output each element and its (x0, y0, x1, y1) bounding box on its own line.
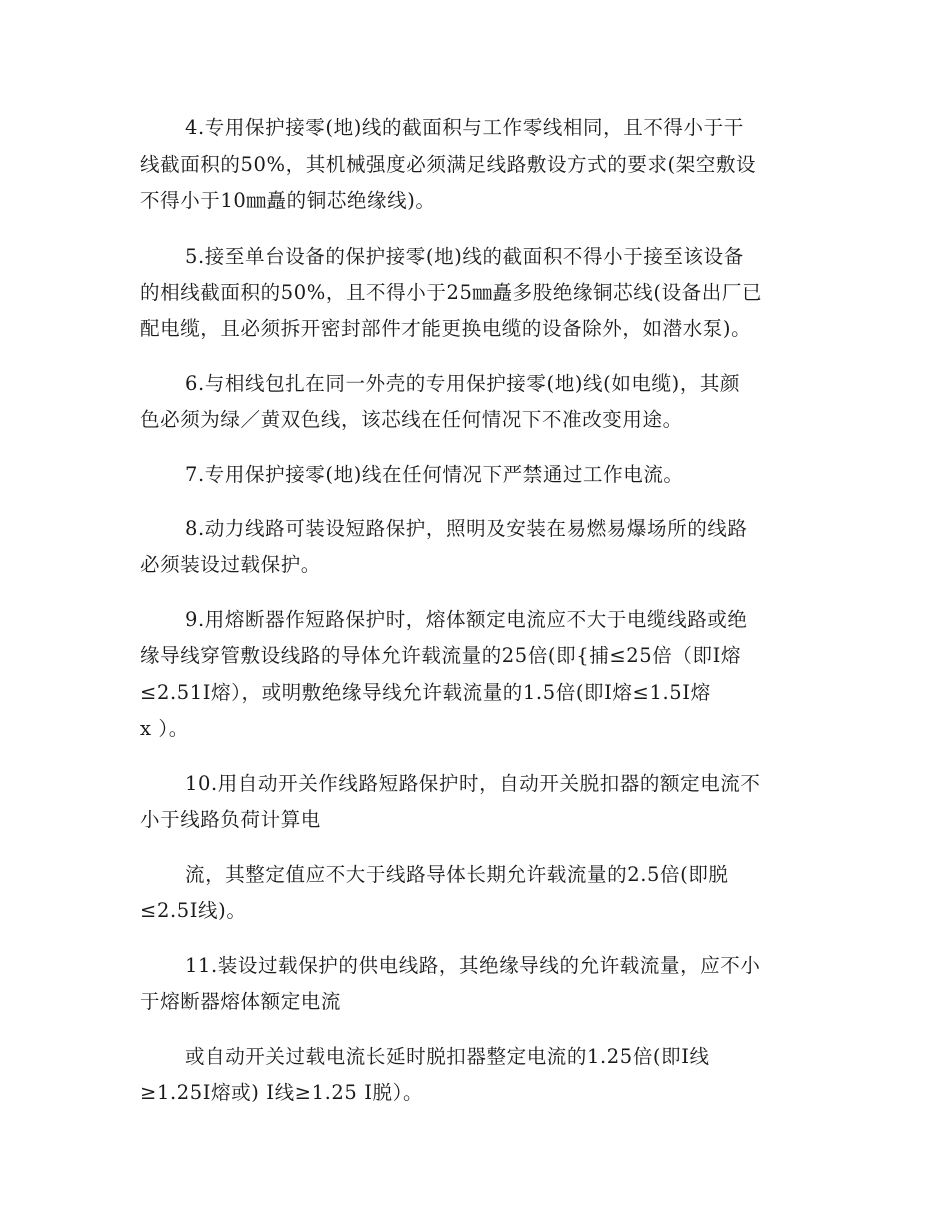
text-line: 流，其整定值应不大于线路导体长期允许载流量的2.5倍(即脱 (185, 863, 729, 886)
text-line: 9.用熔断器作短路保护时，熔体额定电流应不大于电缆线路或绝 (185, 608, 748, 631)
text-line: 线截面积的50%，其机械强度必须满足线路敷设方式的要求(架空敷设 (140, 153, 757, 176)
text-line: ≥1.25I熔或) Ⅰ线≥1.25 Ⅰ脱）。 (140, 1081, 424, 1104)
text-line: x ）。 (140, 717, 189, 740)
text-line: ≤2.51I熔），或明敷绝缘导线允许载流量的1.5倍(即Ⅰ熔≤1.5I熔 (140, 681, 711, 704)
text-line: 必须装设过载保护。 (140, 553, 321, 576)
text-line: 配电缆，且必须拆开密封部件才能更换电缆的设备除外，如潜水泵)。 (140, 317, 752, 340)
text-line: 10.用自动开关作线路短路保护时，自动开关脱扣器的额定电流不 (185, 772, 761, 795)
text-line: 于熔断器熔体额定电流 (140, 990, 342, 1013)
text-line: 缘导线穿管敷设线路的导体允许载流量的25倍(即{捕≤25倍（即Ⅰ熔 (140, 644, 741, 667)
text-line: 不得小于10㎜矗的铜芯绝缘线)。 (140, 189, 436, 212)
text-line: 的相线截面积的50%，且不得小于25㎜矗多股绝缘铜芯线(设备出厂已 (140, 281, 763, 304)
text-line: 8.动力线路可装设短路保护，照明及安装在易燃易爆场所的线路 (185, 517, 748, 540)
text-line: 5.接至单台设备的保护接零(地)线的截面积不得小于接至该设备 (185, 245, 744, 268)
text-line: 色必须为绿／黄双色线，该芯线在任何情况下不准改变用途。 (140, 408, 683, 431)
text-line: 或自动开关过载电流长延时脱扣器整定电流的1.25倍(即Ⅰ线 (185, 1045, 710, 1068)
text-line: 4.专用保护接零(地)线的截面积与工作零线相同，且不得小于干 (185, 116, 744, 139)
text-line: ≤2.5I线)。 (140, 899, 247, 922)
text-line: 7.专用保护接零(地)线在任何情况下严禁通过工作电流。 (185, 463, 684, 486)
text-line: 11.装设过载保护的供电线路，其绝缘导线的允许载流量，应不小 (185, 954, 761, 977)
text-line: 6.与相线包扎在同一外壳的专用保护接零(地)线(如电缆)，其颜 (185, 372, 741, 395)
text-line: 小于线路负荷计算电 (140, 808, 321, 831)
